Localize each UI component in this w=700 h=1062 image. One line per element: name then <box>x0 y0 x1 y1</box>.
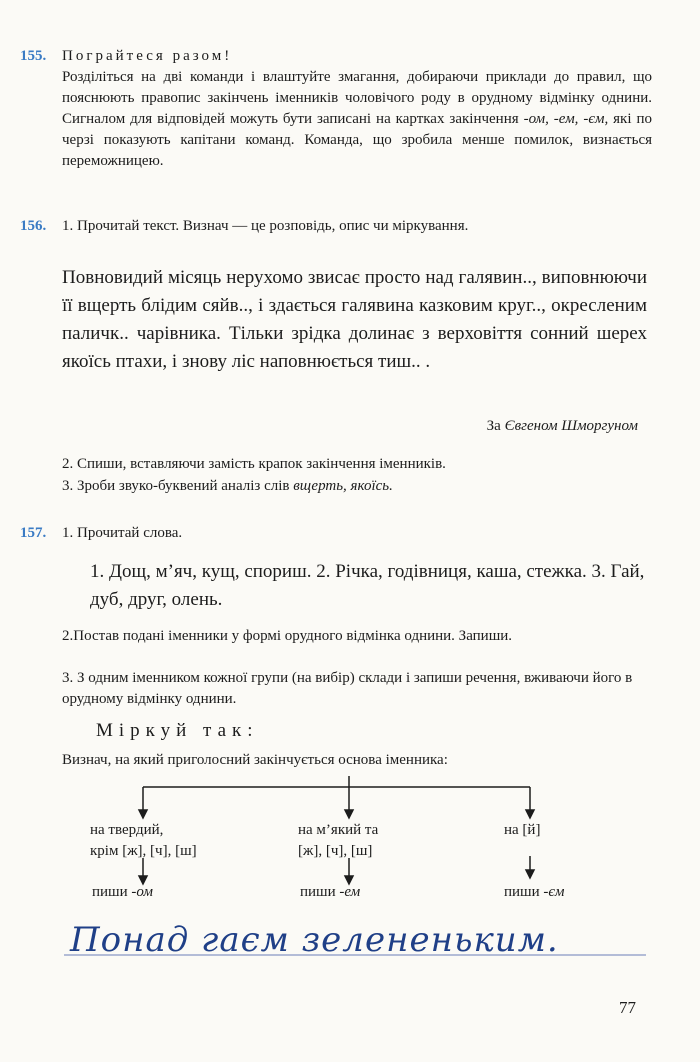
arrow-head-middle-2 <box>345 876 353 884</box>
exercise-number-157: 157. <box>20 525 47 541</box>
exercise-number-155: 155. <box>20 48 47 64</box>
exercise-156-task-2: 2. Спиши, вставляючи замість крапок закінчення іменників. <box>62 456 446 472</box>
rule-text: Визнач, на який приголосний закінчується основа іменника: <box>62 752 448 768</box>
handwriting-sample: Понад гаєм зелененьким. <box>70 920 559 960</box>
exercise-156-task-1: 1. Прочитай текст. Визнач — це розповідь, опис чи міркування. <box>62 218 469 234</box>
think-title: Міркуй так: <box>96 720 259 741</box>
exercise-157-task-1: 1. Прочитай слова. <box>62 525 183 541</box>
arrow-head-middle <box>345 810 353 818</box>
write-em: пиши -ем <box>300 884 361 900</box>
exercise-157-words: 1. Дощ, м’яч, кущ, спориш. 2. Річка, годівниця, каша, стежка. 3. Гай, дуб, друг, олень. <box>90 561 645 610</box>
endings: -ом, -ем, -єм, <box>523 111 609 127</box>
branch-hard: на твердий, крім [ж], [ч], [ш] <box>90 822 197 859</box>
author-attribution: За Євгеном Шморгуном <box>486 418 638 434</box>
arrow-head-right <box>526 810 534 818</box>
exercise-155-title: Пограйтеся разом! <box>62 48 233 64</box>
exercise-157-task-3: 3. З одним іменником кожної групи (на вибір) склади і запиши речення, вживаючи його в орудному відмінку однини. <box>62 670 633 707</box>
write-om: пиши -ом <box>92 884 153 900</box>
write-yem: пиши -єм <box>504 884 565 900</box>
exercise-number-156: 156. <box>20 218 47 234</box>
page-number: 77 <box>619 998 636 1017</box>
exercise-156-text: Повновидий місяць нерухомо звисає просто над галявин.., виповнюючи її вщерть блідим сяйв.., і здається галявина казковим круг.., окресленим паличк.. чарівника. Тільки зрідка долинає з верховіття сонний шерех якоїсь птахи, і знову ліс наповнюється тиш.. . <box>62 267 647 372</box>
branch-soft: на м’який та [ж], [ч], [ш] <box>298 822 379 859</box>
exercise-156-task-3: 3. Зроби звуко-буквений аналіз слів вщерть, якоїсь. <box>62 478 393 494</box>
arrow-head-left-2 <box>139 876 147 884</box>
arrow-head-right-2 <box>526 870 534 878</box>
exercise-157-task-2: 2.Постав подані іменники у формі орудного відмінка однини. Запиши. <box>62 628 513 644</box>
branch-j: на [й] <box>504 822 541 838</box>
exercise-155-body: Розділіться на дві команди і влаштуйте змагання, добираючи приклади до правил, що пояснюють правопис закінчень іменників чоловічого роду в орудному відмінку однини. Сигналом для відповідей можуть бути записані на картках закінчення -ом, -ем, -єм, які по черзі показують капітани команд. Команда, що зробила менше помилок, визнається переможницею. <box>62 69 652 169</box>
arrow-head-left <box>139 810 147 818</box>
